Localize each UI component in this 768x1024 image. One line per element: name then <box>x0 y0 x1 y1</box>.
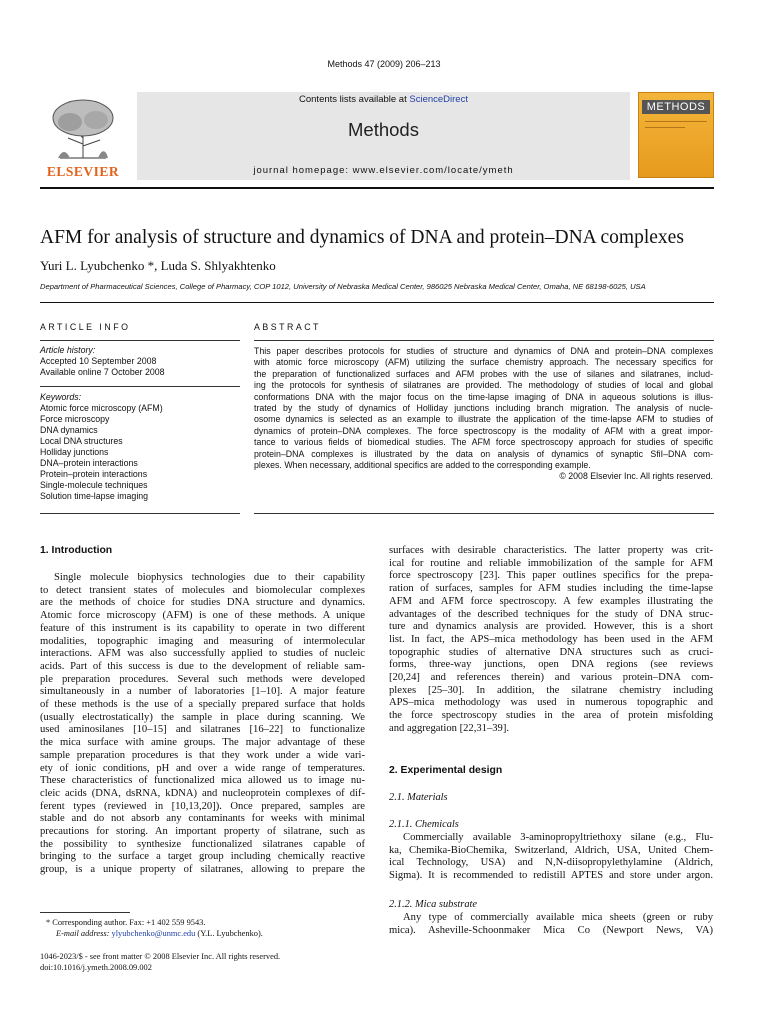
abstract-line: tance to various fields of biomedical studies. The AFM force spectroscopy approach for studies of specific <box>254 437 713 448</box>
abstract-line: protein–DNA complexes is illustrated by the data on analysis of dynamics of synaptic SfiI–DNA com- <box>254 448 713 459</box>
text-line: advantages of the described techniques for the study of DNA struc- <box>389 608 713 620</box>
abstract-line: dynamics of protein–DNA complexes. The force spectroscopy is the modality of AFM with a great impor- <box>254 425 713 436</box>
contents-line <box>137 94 630 105</box>
text-line: bringing to the surface a target group including chemically reactive <box>40 851 365 863</box>
text-line: mica). Asheville-Schoonmaker Mica Co (Newport News, VA) <box>389 924 713 936</box>
text-line: ferent types (reviewed in [10,13,20]). Once prepared, samples are <box>40 800 365 812</box>
abstract-line: This paper describes protocols for studies of structure and dynamics of DNA and protein–DNA complexes <box>254 346 713 356</box>
footnote-rule <box>40 912 130 913</box>
abstract-line: ing the protocols for synthesis of silatranes are provided. The methodology of studies of local and global <box>254 380 713 391</box>
journal-banner <box>137 92 630 180</box>
text-line: ka, Chemika-BioChemika, Switzerland, Aldrich, USA, United Chem- <box>389 844 713 856</box>
text-line: and aggregation [22,31–39]. <box>389 722 510 734</box>
text-line: precautions for storing. An important property of silatrane, such as <box>40 826 365 838</box>
chemicals-paragraph <box>389 832 713 883</box>
keywords-block <box>40 392 245 502</box>
cover-line <box>645 127 685 128</box>
text-line: modalities, topographic imaging and measuring of intermolecular <box>40 635 365 647</box>
abstract-line: plexes. When necessary, additional specifics are added to the corresponding example. <box>254 460 591 471</box>
email-suffix: (Y.L. Lyubchenko). <box>195 929 263 938</box>
issn-line: 1046-2023/$ - see front matter © 2008 Elsevier Inc. All rights reserved. <box>40 952 281 961</box>
abstract-line: conformations DNA with the major focus on the time-lapse imaging of DNA in aqueous solutions is illus- <box>254 391 713 402</box>
section-mica-heading: 2.1.2. Mica substrate <box>389 899 478 910</box>
text-line: surfaces with desirable characteristics. The latter property was crit- <box>389 545 713 556</box>
text-line: list. In fact, the APS–mica methodology has been used in the AFM <box>389 633 713 645</box>
article-title: AFM for analysis of structure and dynamics of DNA and protein–DNA complexes <box>40 227 684 248</box>
journal-homepage[interactable]: journal homepage: www.elsevier.com/locate/ymeth <box>253 165 514 176</box>
abstract-rule <box>254 340 714 341</box>
abstract-line: osome dynamics is selected as an example to illustrate the application of the time-lapse AFM to studies of <box>254 414 713 425</box>
keyword: Solution time-lapse imaging <box>40 491 149 501</box>
keyword: Single-molecule techniques <box>40 480 148 490</box>
text-line: forms, three-way junctions, open DNA regions (see reviews <box>389 659 713 671</box>
text-line: ety of ionic conditions, pH and over a wide range of temperatures. <box>40 762 365 774</box>
text-line: interactions. AFM was also successfully applied to studies of nucleic <box>40 648 365 660</box>
text-line: AFM and AFM force spectroscopy. A few examples illustrating the <box>389 595 713 607</box>
text-line: APS–mica methodology was used in numerous topographic and <box>389 697 713 709</box>
keyword: DNA–protein interactions <box>40 458 138 468</box>
keyword: DNA dynamics <box>40 425 98 435</box>
text-line: Commercially available 3-aminopropyltriethoxy silane (e.g., Flu- <box>403 832 713 843</box>
text-line: plexes [25–30]. In addition, the silatrane chemistry including <box>389 684 713 696</box>
text-line: (usually electrostatically) the sample in place during scanning. We <box>40 711 365 723</box>
email-label: E-mail address: <box>56 929 112 938</box>
introduction-paragraph <box>40 572 365 877</box>
sciencedirect-link[interactable]: ScienceDirect <box>409 94 468 105</box>
abstract-bottom-rule <box>254 513 714 514</box>
text-line: Any type of commercially available mica sheets (green or ruby <box>403 912 713 923</box>
history-label: Article history: <box>40 345 96 355</box>
cover-line <box>645 121 707 122</box>
text-line: ple preparation procedures. Several such methods were developed <box>40 673 365 685</box>
text-line: the possibility to synthesize functionalized silatranes capable of <box>40 838 365 850</box>
text-line: to detect transient states of molecules and biomolecular complexes <box>40 584 365 596</box>
text-line: cleic acids (DNA, dsRNA, kDNA) and nucleoprotein complexes of dif- <box>40 787 365 799</box>
text-line: ture and dynamics analysis are provided. However, this is a short <box>389 621 713 633</box>
publisher-wordmark: ELSEVIER <box>46 164 120 179</box>
online-date: Available online 7 October 2008 <box>40 367 165 377</box>
text-line: Atomic force microscopy (AFM) is one of these methods. A unique <box>40 610 365 622</box>
front-matter <box>40 951 370 973</box>
text-line: Single molecule biophysics technologies due to their capability <box>54 572 365 583</box>
accepted-date: Accepted 10 September 2008 <box>40 356 157 366</box>
text-line: sample preparation procedures is that they work under a wide vari- <box>40 749 365 761</box>
email-line <box>46 928 366 939</box>
text-line: of these methods is the use of a specially prepared surface that holds <box>40 699 365 711</box>
text-line: the force spectroscopy studies in the area of protein misfolding <box>389 710 713 722</box>
cover-title: METHODS <box>642 100 710 114</box>
author-affiliation: Department of Pharmaceutical Sciences, College of Pharmacy, COP 1012, University of Nebraska Medical Center, 986025 Nebraska Medical Center, Omaha, NE 68198-6025, USA <box>40 282 646 291</box>
email-link[interactable]: ylyubchenko@unmc.edu <box>111 929 196 938</box>
text-line: acids. Part of this success is due to the development of reliable sam- <box>40 660 365 672</box>
text-line: group, is a unique property of silatranes, allowing to prepare the <box>40 864 365 876</box>
section-materials-heading: 2.1. Materials <box>389 792 448 803</box>
header-rule <box>40 187 714 189</box>
copyright: © 2008 Elsevier Inc. All rights reserved. <box>559 471 713 482</box>
article-authors: Yuri L. Lyubchenko *, Luda S. Shlyakhtenko <box>40 258 276 273</box>
corresponding-author-note: * Corresponding author. Fax: +1 402 559 9543. <box>46 918 206 927</box>
keyword: Holliday junctions <box>40 447 109 457</box>
text-line: ical Technology, USA) and N,N-diisopropylethylamine (Aldrich, <box>389 857 713 869</box>
keyword: Local DNA structures <box>40 436 123 446</box>
section-introduction-heading: 1. Introduction <box>40 545 113 556</box>
keywords-rule <box>40 386 240 387</box>
abstract-line: the preparation of functionalized surfaces and AFM probes with the use of silanes and silatranes, includ- <box>254 368 713 379</box>
text-line: force spectroscopy [23]. This paper outlines specifics for the prepa- <box>389 570 713 582</box>
doi-line[interactable]: doi:10.1016/j.ymeth.2008.09.002 <box>40 963 152 972</box>
contents-prefix: Contents lists available at <box>299 94 410 105</box>
text-line: Sigma). It is recommended to redistill APTES and store under argon. <box>389 870 713 882</box>
text-line: the mica surface with amine groups. The major advantage of these <box>40 737 365 749</box>
journal-name: Methods <box>348 119 419 140</box>
article-info-heading: ARTICLE INFO <box>40 322 131 332</box>
text-line: simultaneously in a number of laboratories [1–10]. A major feature <box>40 686 365 698</box>
text-line: feature of this instrument is its capability to operate in two different <box>40 622 365 634</box>
abstract-heading: ABSTRACT <box>254 322 321 332</box>
section-experimental-heading: 2. Experimental design <box>389 765 503 776</box>
article-history <box>40 345 245 378</box>
journal-citation: Methods 47 (2009) 206–213 <box>327 59 441 69</box>
info-bottom-rule <box>40 513 240 514</box>
introduction-continued <box>389 545 713 736</box>
footnote <box>46 917 366 939</box>
text-line: These characteristics of functionalized mica allowed us to image nu- <box>40 775 365 787</box>
keywords-label: Keywords: <box>40 392 82 402</box>
abstract-line: with atomic force microscopy (AFM) utilizing the surface chemistry approach. The necessary specifics for <box>254 357 713 368</box>
text-line: are the methods of choice for studies DNA structure and dynamics. <box>40 597 365 609</box>
keyword: Force microscopy <box>40 414 110 424</box>
text-line: used aminosilanes [10–15] and silatranes [16–22] to functionalize <box>40 724 365 736</box>
text-line: ical for routine and reliable immobilization of the sample for AFM <box>389 557 713 569</box>
text-line: ration of surfaces, samples for AFM studies including the time-lapse <box>389 583 713 595</box>
mica-paragraph <box>389 912 713 937</box>
abstract-line: trated by the study of dynamics of Holliday junctions including branch migration. The analysis of nucle- <box>254 403 713 414</box>
keyword: Protein–protein interactions <box>40 469 148 479</box>
journal-cover-image <box>638 92 714 178</box>
text-line: topographic studies of alternative DNA structures such as cruci- <box>389 646 713 658</box>
keyword: Atomic force microscopy (AFM) <box>40 403 163 413</box>
section-chemicals-heading: 2.1.1. Chemicals <box>389 819 459 830</box>
affiliation-rule <box>40 302 714 303</box>
abstract-body <box>254 346 713 483</box>
article-info-rule <box>40 340 240 341</box>
text-line: stable and do not absorb any contaminants for weeks with minimal <box>40 813 365 825</box>
text-line: [20,24] and references therein) and various protein–DNA com- <box>389 672 713 684</box>
